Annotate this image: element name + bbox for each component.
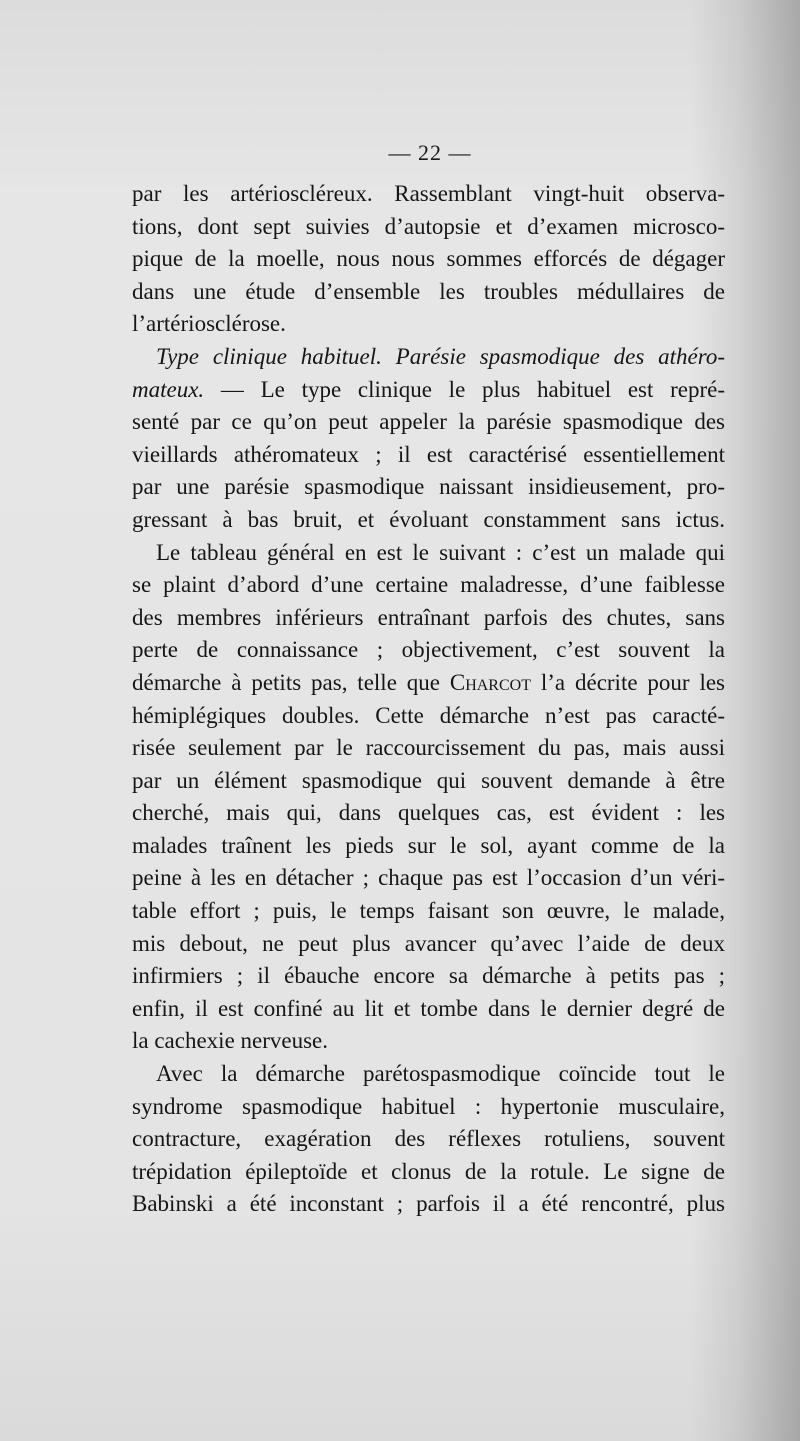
text-line: cherché, mais qui, dans quelques cas, est évident : les — [132, 800, 725, 826]
text-line: démarche à petits pas, telle que Charcot l’a décrite pour les — [132, 669, 725, 695]
text-line: gressant à bas bruit, et évoluant constamment sans ictus. — [132, 506, 725, 532]
section-heading: Type clinique habituel. Parésie spasmodique des athéro- — [156, 343, 725, 369]
text-line: pique de la moelle, nous nous sommes efforcés de dégager — [132, 246, 725, 272]
text-line: la cachexie nerveuse. — [132, 1028, 329, 1054]
body-text — [132, 178, 725, 1221]
text-line: des membres inférieurs entraînant parfois des chutes, sans — [132, 604, 725, 630]
text-line: par les artérioscléreux. Rassemblant vingt-huit observa- — [132, 181, 725, 206]
section-heading-line — [132, 341, 725, 374]
text-line: trépidation épileptoïde et clonus de la rotule. Le signe de — [132, 1158, 725, 1184]
text-line: syndrome spasmodique habituel : hypertonie musculaire, — [132, 1093, 725, 1119]
text-line: contracture, exagération des réflexes rotuliens, souvent — [132, 1126, 725, 1152]
text-line: tions, dont sept suivies d’autopsie et d’examen microsco- — [132, 213, 725, 239]
text-line: dans une étude d’ensemble les troubles médullaires de — [132, 278, 725, 304]
text-line: par une parésie spasmodique naissant insidieusement, pro- — [132, 474, 725, 500]
paragraph-start: Le tableau général en est le suivant : c’est un malade qui — [156, 539, 725, 565]
text-line: senté par ce qu’on peut appeler la parésie spasmodique des — [132, 409, 725, 435]
text-line: table effort ; puis, le temps faisant son œuvre, le malade, — [132, 898, 725, 924]
text-line: mis debout, ne peut plus avancer qu’avec l’aide de deux — [132, 930, 725, 956]
text-line: infirmiers ; il ébauche encore sa démarche à petits pas ; — [132, 963, 725, 989]
page-number: — 22 — — [388, 140, 472, 165]
text-line: enfin, il est confiné au lit et tombe dans le dernier degré de — [132, 995, 725, 1021]
text-line: vieillards athéromateux ; il est caractérisé essentiellement — [132, 441, 725, 467]
text-line: hémiplégiques doubles. Cette démarche n’est pas caracté- — [132, 702, 725, 728]
text-line: perte de connaissance ; objectivement, c’est souvent la — [132, 637, 725, 663]
text-line: se plaint d’abord d’une certaine maladresse, d’une faiblesse — [132, 572, 725, 598]
text-line: Babinski a été inconstant ; parfois il a été rencontré, plus — [132, 1191, 725, 1217]
text-line: l’artériosclérose. — [132, 311, 286, 337]
paragraph-start: Avec la démarche parétospasmodique coïncide tout le — [156, 1061, 725, 1087]
text-line: peine à les en détacher ; chaque pas est l’occasion d’un véri- — [132, 865, 725, 891]
section-heading-end: mateux. — [132, 376, 205, 402]
text-line: mateux. — Le type clinique le plus habituel est repré- — [132, 376, 725, 402]
author-name: Charcot — [449, 669, 531, 695]
text-line: par un élément spasmodique qui souvent demande à être — [132, 767, 725, 793]
text-line: risée seulement par le raccourcissement du pas, mais aussi — [132, 735, 725, 761]
text-line: malades traînent les pieds sur le sol, ayant comme de la — [132, 832, 725, 858]
